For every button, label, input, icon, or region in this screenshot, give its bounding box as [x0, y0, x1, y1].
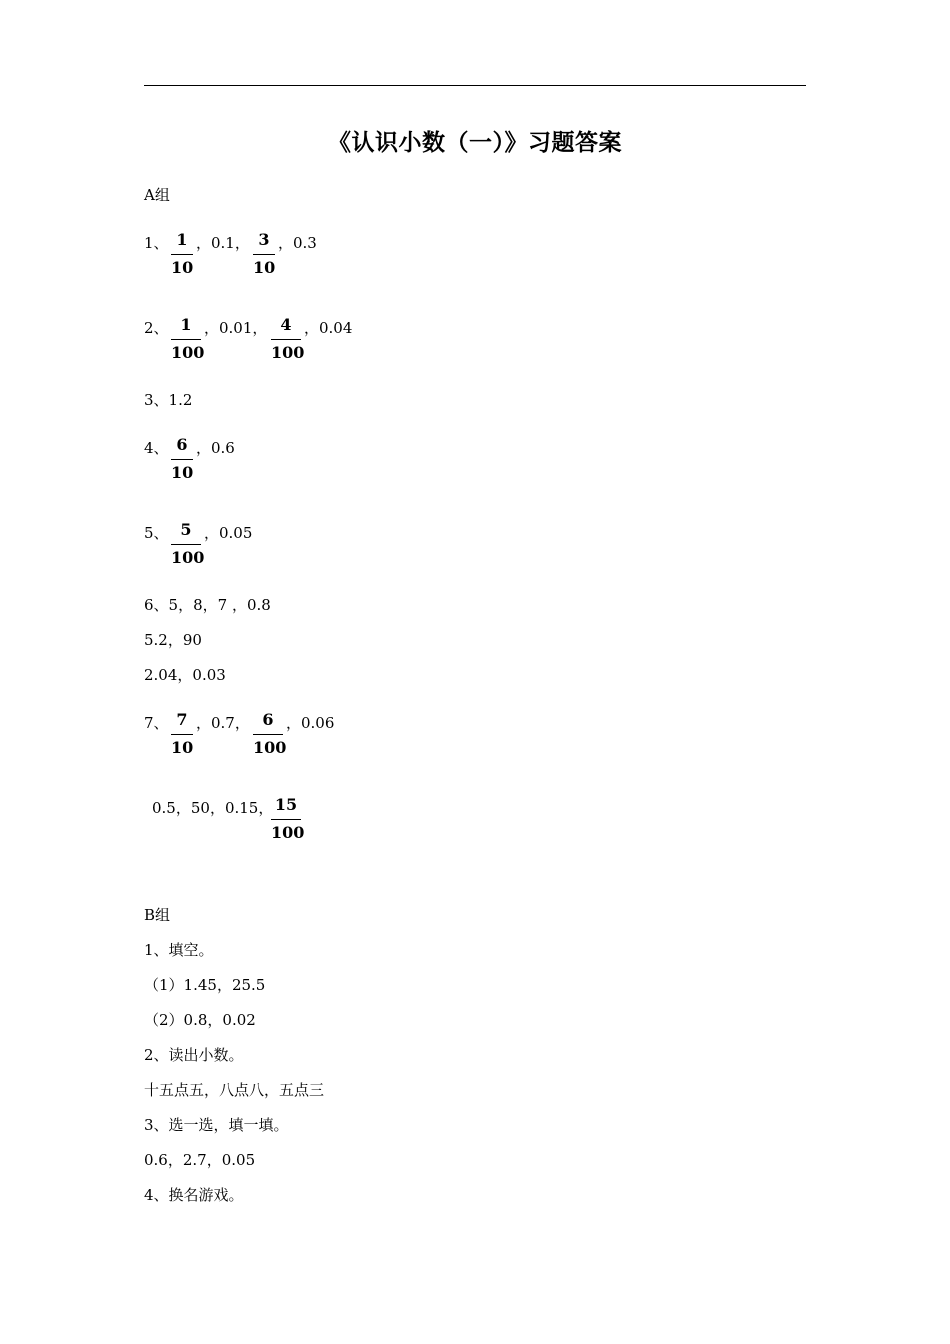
q4-f1-denominator: 10 [171, 463, 194, 482]
q1-text-1: ，0.1， [196, 234, 250, 252]
q5-f1-denominator: 100 [171, 548, 205, 567]
q7b-f1-numerator: 15 [271, 796, 301, 820]
q1-fraction-2 [253, 231, 275, 277]
q1-fraction-1 [171, 231, 193, 277]
q1-f2-denominator: 10 [253, 258, 276, 277]
q5-fraction-1 [171, 520, 205, 567]
q6-line-3: 2.04，0.03 [144, 666, 226, 684]
q2-text-2: ，0.04 [304, 319, 353, 337]
q1-f2-numerator: 3 [253, 231, 275, 255]
q1-f1-denominator: 10 [171, 258, 194, 277]
q2-f2-denominator: 100 [271, 343, 305, 362]
q1-text-2: ，0.3 [278, 234, 317, 252]
q5-label: 5、 [144, 524, 169, 542]
header-rule [144, 85, 806, 86]
q7-f2-denominator: 100 [253, 738, 287, 757]
b-line-5: 十五点五，八点八，五点三 [144, 1081, 325, 1099]
q5-text-1: ，0.05 [204, 524, 253, 542]
b-line-7: 0.6，2.7，0.05 [144, 1151, 256, 1169]
q4-text-1: ，0.6 [196, 439, 235, 457]
q1-label: 1、 [144, 234, 169, 252]
q2-label: 2、 [144, 319, 169, 337]
q7-text-2: ，0.06 [286, 714, 335, 732]
b-line-6: 3、选一选，填一填。 [144, 1116, 289, 1134]
q7-fraction-1 [171, 711, 193, 757]
q7-f1-numerator: 7 [171, 711, 193, 735]
b-line-3: （2）0.8，0.02 [144, 1011, 256, 1029]
q4-label: 4、 [144, 439, 169, 457]
group-b-header: B组 [144, 906, 171, 924]
q4-f1-numerator: 6 [171, 436, 193, 460]
b-line-1: 1、填空。 [144, 941, 214, 959]
b-line-2: （1）1.45，25.5 [144, 976, 266, 994]
q7-label: 7、 [144, 714, 169, 732]
q7b-f1-denominator: 100 [271, 823, 305, 842]
q7b-text: 0.5，50，0.15， [152, 799, 274, 817]
q7-f1-denominator: 10 [171, 738, 194, 757]
q4-fraction-1 [171, 436, 193, 482]
page-title: 《认识小数（一）》习题答案 [328, 129, 622, 156]
q7b-fraction-1 [271, 795, 305, 842]
group-a-header: A组 [144, 186, 170, 204]
q1-f1-numerator: 1 [171, 231, 193, 255]
q7-f2-numerator: 6 [253, 711, 283, 735]
q7-fraction-2 [253, 710, 287, 757]
b-line-8: 4、换名游戏。 [144, 1186, 244, 1204]
q2-text-1: ，0.01， [204, 319, 268, 337]
q6-line-1: 6、5，8，7 ，0.8 [144, 596, 271, 614]
q2-f2-numerator: 4 [271, 316, 301, 340]
b-line-4: 2、读出小数。 [144, 1046, 244, 1064]
q7-text-1: ，0.7， [196, 714, 250, 732]
q2-f1-numerator: 1 [171, 316, 201, 340]
q2-f1-denominator: 100 [171, 343, 205, 362]
q2-fraction-1 [171, 315, 205, 362]
q3-line: 3、1.2 [144, 391, 193, 409]
q2-fraction-2 [271, 315, 305, 362]
q5-f1-numerator: 5 [171, 521, 201, 545]
q6-line-2: 5.2，90 [144, 631, 202, 649]
